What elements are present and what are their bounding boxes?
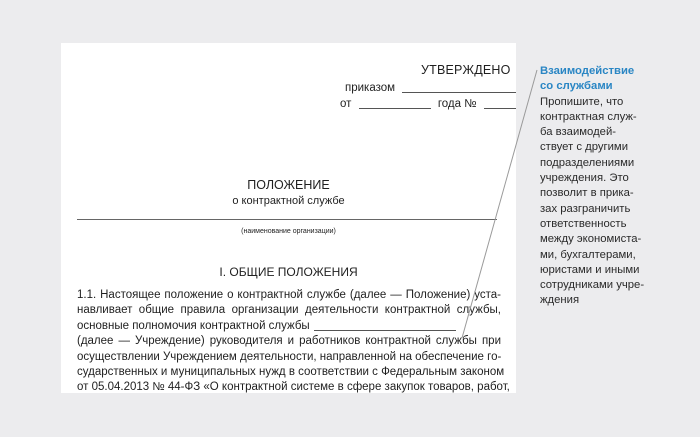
- sidenote-line: юристами и иными: [540, 263, 640, 276]
- callout-line: [462, 70, 537, 338]
- date-year-label: года №: [437, 98, 477, 110]
- order-label: приказом: [345, 82, 396, 94]
- sidenote-line: ствует с другими: [540, 141, 629, 154]
- document-title: ПОЛОЖЕНИЕ: [247, 178, 330, 192]
- paragraph-line: (далее — Учреждение) руководителя и работников контрактной службы при: [77, 335, 501, 348]
- sidenote-line: Пропишите, что: [540, 95, 624, 108]
- org-name-caption: (наименование организации): [241, 228, 336, 235]
- sidenote-line: ждения: [540, 294, 580, 307]
- approved-stamp-label: УТВЕРЖДЕНО: [421, 63, 511, 77]
- paragraph-line: 1.1. Настоящее положение о контрактной службе (далее — Положение) уста-: [77, 289, 501, 301]
- sidenote-line: позволит в прика-: [540, 187, 634, 200]
- sidenote-title-line: со службами: [540, 80, 613, 93]
- sidenote-line: между экономиста-: [540, 233, 642, 246]
- section-heading: I. ОБЩИЕ ПОЛОЖЕНИЯ: [219, 265, 358, 279]
- sidenote-line: зах разграничить: [540, 202, 631, 215]
- sidenote-line: подразделениями: [540, 156, 635, 169]
- sidenote: [540, 64, 690, 309]
- sidenote-title: [540, 64, 690, 95]
- paragraph-line: основные полномочия контрактной службы: [77, 319, 310, 332]
- paragraph-line: от 05.04.2013 № 44-ФЗ «О контрактной системе в сфере закупок товаров, работ,: [77, 381, 510, 393]
- sidenote-line: учреждения. Это: [540, 172, 629, 185]
- paragraph-line: навливает общие правила организации деятельности контрактной службы,: [77, 304, 501, 317]
- document-subtitle: о контрактной службе: [232, 195, 345, 207]
- sidenote-line: ба взаимодей-: [540, 126, 617, 139]
- sidenote-title-line: Взаимодействие: [540, 65, 635, 77]
- paragraph-line: осуществлении Учреждением деятельности, направленной на обеспечение го-: [77, 350, 502, 363]
- date-from-label: от: [340, 98, 352, 110]
- sidenote-line: ми, бухгалтерами,: [540, 248, 636, 261]
- sidenote-line: сотрудниками учре-: [540, 279, 645, 292]
- paragraph-line: сударственных и муниципальных нужд в соответствии с Федеральным законом: [77, 366, 505, 379]
- sidenote-line: контрактная служ-: [540, 110, 637, 123]
- sidenote-body: [540, 95, 690, 309]
- sidenote-line: ответственность: [540, 217, 627, 230]
